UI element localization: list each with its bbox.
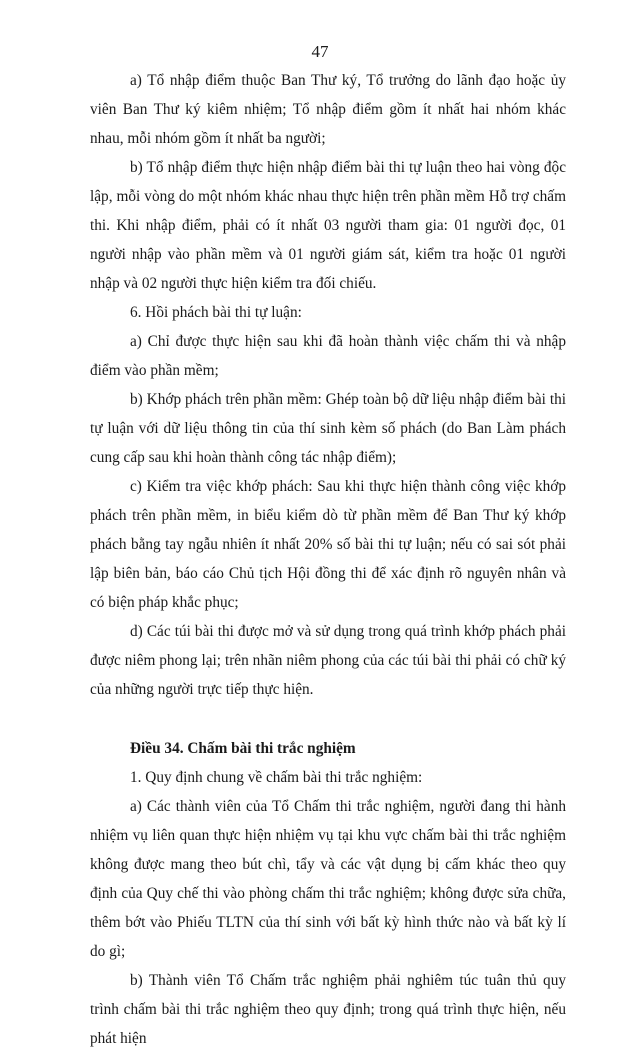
page-number: 47 (311, 42, 329, 61)
paragraph: b) Thành viên Tổ Chấm trắc nghiệm phải nghiêm túc tuân thủ quy trình chấm bài thi trắc nghiệm theo quy định; trong quá trình thực hiện, nếu phát hiện (90, 972, 566, 1047)
article-heading: Điều 34. Chấm bài thi trắc nghiệm (130, 740, 356, 757)
paragraph: a) Tổ nhập điểm thuộc Ban Thư ký, Tổ trưởng do lãnh đạo hoặc ủy viên Ban Thư ký kiêm nhiệm; Tổ nhập điểm gồm ít nhất hai nhóm khác nhau, mỗi nhóm gồm ít nhất ba người; (90, 72, 566, 147)
paragraph: a) Chỉ được thực hiện sau khi đã hoàn thành việc chấm thi và nhập điểm vào phần mềm; (90, 333, 566, 379)
paragraph: c) Kiểm tra việc khớp phách: Sau khi thực hiện thành công việc khớp phách trên phần mềm, in biểu kiểm dò từ phần mềm để Ban Thư ký khớp phách bằng tay ngẫu nhiên ít nhất 20% số bài thi tự luận; nếu có sai sót phải lập biên bản, báo cáo Chủ tịch Hội đồng thi để xác định rõ nguyên nhân và có biện pháp khắc phục; (90, 478, 566, 611)
paragraph: b) Khớp phách trên phần mềm: Ghép toàn bộ dữ liệu nhập điểm bài thi tự luận với dữ liệu thông tin của thí sinh kèm số phách (do Ban Làm phách cung cấp sau khi hoàn thành công tác nhập điểm); (90, 391, 566, 466)
paragraph: 6. Hồi phách bài thi tự luận: (130, 304, 302, 321)
paragraph: d) Các túi bài thi được mở và sử dụng trong quá trình khớp phách phải được niêm phong lại; trên nhãn niêm phong của các túi bài thi phải có chữ ký của những người trực tiếp thực hiện. (90, 623, 566, 698)
paragraph: b) Tổ nhập điểm thực hiện nhập điểm bài thi tự luận theo hai vòng độc lập, mỗi vòng do một nhóm khác nhau thực hiện trên phần mềm Hỗ trợ chấm thi. Khi nhập điểm, phải có ít nhất 03 người tham gia: 01 người đọc, 01 người nhập vào phần mềm và 01 người giám sát, kiểm tra hoặc 01 người nhập và 02 người thực hiện kiểm tra đối chiếu. (90, 159, 566, 292)
paragraph: a) Các thành viên của Tổ Chấm thi trắc nghiệm, người đang thi hành nhiệm vụ liên quan thực hiện nhiệm vụ tại khu vực chấm bài thi trắc nghiệm không được mang theo bút chì, tẩy và các vật dụng bị cấm khác theo quy định của Quy chế thi vào phòng chấm thi trắc nghiệm; không được sửa chữa, thêm bớt vào Phiếu TLTN của thí sinh với bất kỳ hình thức nào và bất kỳ lí do gì; (90, 798, 566, 960)
paragraph: 1. Quy định chung về chấm bài thi trắc nghiệm: (130, 769, 423, 786)
